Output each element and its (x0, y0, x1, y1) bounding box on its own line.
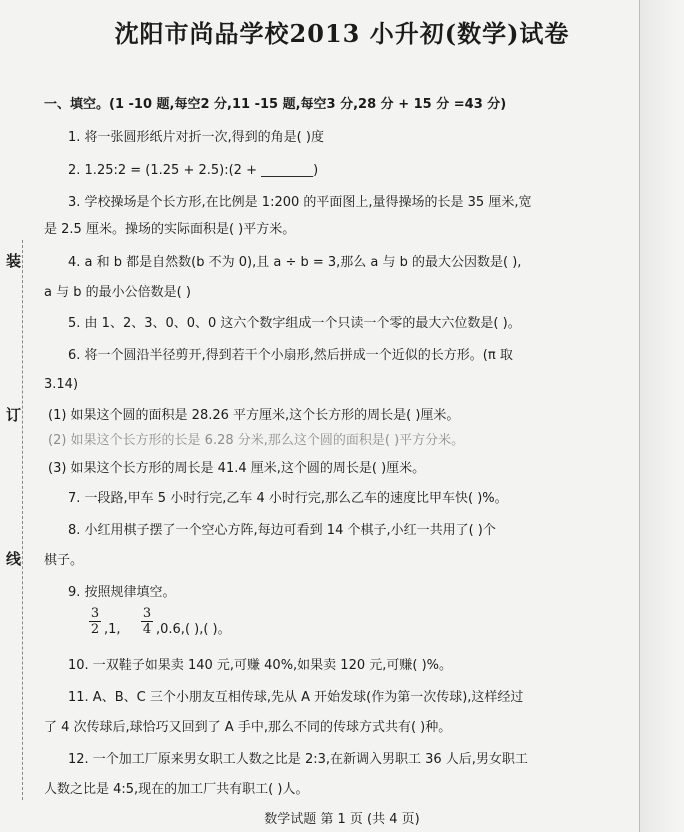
fraction-denominator: 4 (142, 622, 152, 637)
question-3-cont: 是 2.5 厘米。操场的实际面积是( )平方米。 (44, 222, 296, 237)
question-8-cont: 棋子。 (44, 553, 84, 568)
question-12-cont: 人数之比是 4:5,现在的加工厂共有职工( )人。 (44, 782, 309, 797)
question-12: 12. 一个加工厂原来男女职工人数之比是 2:3,在新调入男职工 36 人后,男女职工 (68, 752, 528, 767)
question-7: 7. 一段路,甲车 5 小时行完,乙车 4 小时行完,那么乙车的速度比甲车快( )%。 (68, 491, 508, 506)
question-9: 9. 按照规律填空。 (68, 585, 176, 600)
binding-mark-ding: 订 (6, 406, 22, 424)
question-6-1: (1) 如果这个圆的面积是 28.26 平方厘米,这个长方形的周长是( )厘米。 (48, 408, 460, 423)
question-1: 1. 将一张圆形纸片对折一次,得到的角是( )度 (68, 130, 324, 145)
question-10: 10. 一双鞋子如果卖 140 元,可赚 40%,如果卖 120 元,可赚( )%。 (68, 658, 453, 673)
question-11-cont: 了 4 次传球后,球恰巧又回到了 A 手中,那么不同的传球方式共有( )种。 (44, 720, 452, 735)
question-6-3: (3) 如果这个长方形的周长是 41.4 厘米,这个圆的周长是( )厘米。 (48, 461, 426, 476)
question-2: 2. 1.25:2 = (1.25 + 2.5):(2 + ________) (68, 163, 319, 178)
question-6-cont: 3.14) (44, 377, 79, 392)
question-4-cont: a 与 b 的最小公倍数是( ) (44, 285, 191, 300)
page-edge-shadow (640, 0, 684, 832)
binding-mark-zhuang: 装 (6, 252, 22, 270)
question-11: 11. A、B、C 三个小朋友互相传球,先从 A 开始发球(作为第一次传球),这样经过 (68, 690, 524, 705)
sequence-middle: ,1, (104, 622, 121, 637)
exam-title: 沈阳市尚品学校2013 小升初(数学)试卷 (114, 19, 570, 48)
binding-mark-xian: 线 (6, 550, 22, 568)
fraction-numerator: 3 (90, 606, 100, 621)
question-4: 4. a 和 b 都是自然数(b 不为 0),且 a ÷ b = 3,那么 a 与 b 的最大公因数是( ), (68, 255, 522, 270)
page-edge-line (639, 0, 640, 832)
question-5: 5. 由 1、2、3、0、0、0 这六个数字组成一个只读一个零的最大六位数是( )。 (68, 316, 521, 331)
sequence-tail: ,0.6,( ),( )。 (156, 622, 231, 637)
section-heading: 一、填空。(1 -10 题,每空2 分,11 -15 题,每空3 分,28 分 + 15 分 =43 分) (44, 97, 507, 112)
question-8: 8. 小红用棋子摆了一个空心方阵,每边可看到 14 个棋子,小红一共用了( )个 (68, 523, 496, 538)
fraction-three-quarters (140, 606, 154, 637)
fraction-numerator: 3 (142, 606, 152, 621)
binding-line (22, 240, 23, 800)
question-6-2: (2) 如果这个长方形的长是 6.28 分米,那么这个圆的面积是( )平方分米。 (48, 433, 465, 448)
fraction-denominator: 2 (90, 622, 100, 637)
fraction-three-halves (88, 606, 102, 637)
question-3: 3. 学校操场是个长方形,在比例是 1:200 的平面图上,量得操场的长是 35 厘米,宽 (68, 195, 532, 210)
question-6: 6. 将一个圆沿半径剪开,得到若干个小扇形,然后拼成一个近似的长方形。(π 取 (68, 348, 513, 363)
page-footer: 数学试题 第 1 页 (共 4 页) (264, 812, 420, 827)
